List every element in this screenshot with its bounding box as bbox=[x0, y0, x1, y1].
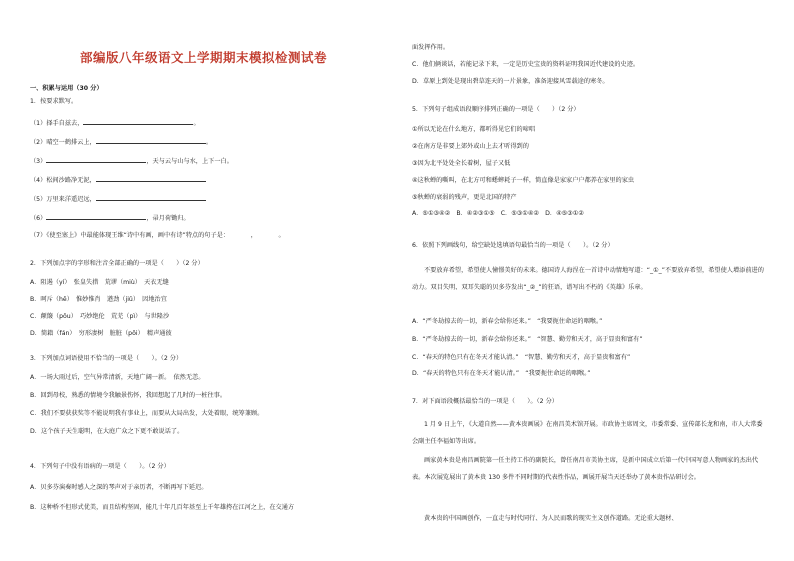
q5-sentence: ②在南方是非要上郊外或山上去才听得到的 bbox=[412, 143, 529, 150]
q1-item: （6） ，帚月荷锄归。 bbox=[30, 215, 190, 222]
answer-blank[interactable] bbox=[46, 213, 146, 220]
q7-stem: 7．对下面语段概括最恰当的一项是（ ）。（2 分） bbox=[412, 398, 558, 405]
page-title: 部编版八年级语文上学期期末模拟检测试卷 bbox=[80, 50, 328, 65]
q2-option: C．颠簸（pǒu） 巧妙绝伦 荒芜（pì） 与世隆沙 bbox=[30, 313, 170, 320]
section-heading: 一、积累与运用（30 分） bbox=[30, 85, 103, 92]
answer-blank[interactable] bbox=[96, 175, 206, 182]
q6-stem: 6．依照下列画线句，给空缺处选填语句最恰当的一项是（ ）。（2 分） bbox=[412, 242, 614, 249]
q3-option: A．一场大雨过后，空气异常清新，天地广阔一新。 依然无恙。 bbox=[30, 374, 205, 381]
q2-option: A．阻遏（yí） 张皇失措 荒谬（miù） 天衣无缝 bbox=[30, 279, 169, 286]
q1-item: （4）松间沙路净无泥， bbox=[30, 175, 206, 185]
q5-stem: 5．下列句子组成语段顺序排列正确的一项是（ ）（2 分） bbox=[412, 106, 580, 113]
q4-option: D．草原上到处是现出碧草连天的一片景象，准备迎接风雪载途的寒冬。 bbox=[412, 78, 609, 85]
q6-passage: 不要放弃希望，希望使人憧憬美好的未来。德国诗人海涅在一首诗中动情地写道：“_①_”不要放弃希望，希望使人增添前进的动力。双目失明、双耳失聪的贝多芬发出“_②_”的狂语，谱写出不朽的《英雄》乐章。 bbox=[412, 267, 764, 291]
answer-blank[interactable] bbox=[96, 194, 206, 201]
answer-blank[interactable] bbox=[96, 137, 206, 144]
answer-blank[interactable] bbox=[46, 156, 146, 163]
q7-paragraph: 画家黄本贵是南昌画院第一任主持工作的副院长，曾任南昌市美协主席，是新中国成立后第一代中国写意人物画家的杰出代表。本次展览展出了黄本贵 130 多件不同时期的代表性作品，画展开展当天还举办了黄本贵作品研讨会。 bbox=[412, 457, 759, 481]
q3-option: C．我们不要获获奖等不能说明我有事业上，而要从大局出发，大处着眼，统筹兼顾。 bbox=[30, 410, 264, 417]
q4-option: B．这种桥不但形式优美，而且结构坚固，能几十年几百年基至上千年雄挎在江河之上，在交通方 bbox=[30, 504, 295, 511]
q5-options: A．⑤①③④② B．④②③①⑤ C．⑤③①④② D．④⑤③①② bbox=[412, 210, 584, 217]
q3-stem: 3．下列加点词语使用不恰当的一项是（ ）。（2 分） bbox=[30, 355, 183, 362]
q5-sentence: ①所以无论在什么地方，都听得见它们的啼唱 bbox=[412, 126, 536, 133]
q2-option: B．呵斥（hē） 惟妙惟肖 遒劲（jiǔ） 因地治宜 bbox=[30, 296, 167, 303]
q7-paragraph: 1 月 9 日上午，《大道自然——黄本贵画展》在南昌美术馆开展。市政协主席周文，市委常委、宣传部长龙和南，市人大常委会副主任李福如等出席。 bbox=[412, 421, 763, 445]
q5-sentence: ⑤秋蝉的衰弱的残声，更是北国的特产 bbox=[412, 194, 517, 201]
q3-option: B．回到母校，熟悉的情境令我触景伤怀，我回想起了几时的一桩往事。 bbox=[30, 392, 227, 399]
q4-option: C．他们俩谈话，若能记录下来，一定是历史宝贵的资料证明我国近代建设的史迹。 bbox=[412, 61, 640, 68]
q6-option: B．“严冬劫掠去的一切，新春会给你还来。” “智慧、勤劳和天才，高于显贵和富有” bbox=[412, 336, 643, 343]
continued-text: 面发挥作用。 bbox=[412, 44, 450, 51]
q1-item: （5）万里来洋遥迟远， bbox=[30, 194, 206, 204]
q6-option: A．“严冬劫掠去的一切，新春会给你还来。” “我要扼住命运的咽喉。” bbox=[412, 318, 603, 325]
q7-paragraph: 黄本贵的中国画创作，一直走与时代同行、为人民而歌的现实主义创作道路。无论重大题材、 bbox=[424, 515, 678, 522]
q1-item: （3） ，天与云与山与水，上下一白。 bbox=[30, 158, 233, 165]
q4-option: A．贝多芬演奏时感人之深的琴声对于亲历者，不断再写下延迟。 bbox=[30, 484, 208, 491]
answer-blank[interactable] bbox=[83, 118, 193, 125]
q2-option: D．简籍（fán） 穷形凄树 脏脏（pōi） 精声通彼 bbox=[30, 330, 172, 337]
q5-sentence: ④这秋蝉的嘶叫，在北方可和蟋蟀耗子一样，简直像是家家户户都养在家里的家虫 bbox=[412, 177, 635, 184]
q6-option: D．“春天的特色只有在冬天才能认清。” “我要扼住命运的咽喉。” bbox=[412, 370, 591, 377]
q5-sentence: ③因为北平处处全长着树，屋子又低 bbox=[412, 160, 511, 167]
q1-stem: 1．按要求默写。 bbox=[30, 98, 78, 105]
q1-item: （1）择手自兹去， 。 bbox=[30, 120, 200, 127]
q1-item: （2）晴空一鹤排云上， 。 bbox=[30, 139, 212, 146]
q4-stem: 4．下列句子中没有语病的一项是（ ）。（2 分） bbox=[30, 463, 170, 470]
q6-option: C．“春天的特色只有在冬天才能认清。” “智慧、勤劳和天才，高于显贵和富有” bbox=[412, 354, 631, 361]
q2-stem: 2．下列加点字的字形和注音全部正确的一项是（ ）（2 分） bbox=[30, 260, 204, 267]
q1-item-7: （7）《使至塞上》中最能体现王维“诗中有画，画中有诗”特点的句子是： ， 。 bbox=[30, 232, 285, 239]
q3-option: D．这个孩子天生聪明，在大庭广众之下更不敢说话了。 bbox=[30, 428, 184, 435]
